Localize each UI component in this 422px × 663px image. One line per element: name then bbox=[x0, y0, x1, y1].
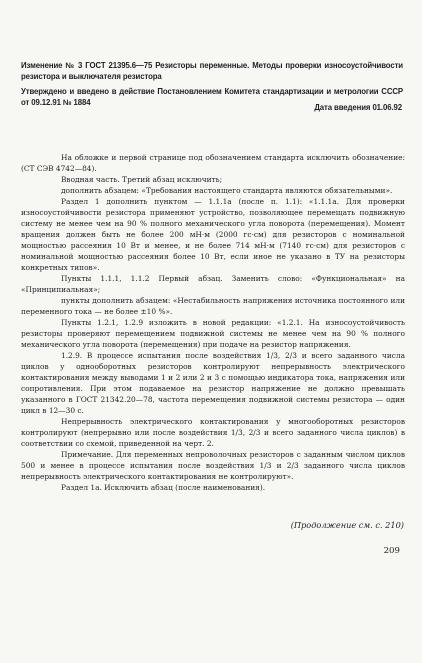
paragraph: 1.2.9. В процессе испытания после воздействия 1/3, 2/3 и всего заданного числа циклов у однооборотных резисторов контролируют непрерывность электрического контактирования между выводами 1 и 2 или 2 и 3 с помощью индикатора тока, напряжения или сопротивления. При этом подаваемое на резистор напряжение не должно превышать указанного в ГОСТ 21342.20—78, частота перемещения подвижной системы резистора — один цикл в 12—30 с. bbox=[21, 351, 405, 415]
paragraph: пункты дополнить абзацем: «Нестабильность напряжения источника постоянного или переменного тока — не более ±10 %». bbox=[21, 296, 405, 316]
approval-statement: Утверждено и введено в действие Постановлением Комитета стандартизации и метрологии СССР от 09.12.91 № 1884 bbox=[21, 87, 403, 107]
continuation-note: (Продолжение см. с. 210) bbox=[290, 520, 404, 530]
paragraph: дополнить абзацем: «Требования настоящего стандарта являются обязательными». bbox=[61, 186, 393, 195]
paragraph: Вводная часть. Третий абзац исключить; bbox=[61, 175, 223, 184]
amendment-title: Изменение № 3 ГОСТ 21395.6—75 Резисторы переменные. Методы проверки износоустойчивости резистора и выключателя резистора bbox=[21, 61, 403, 81]
document-body bbox=[21, 152, 405, 493]
paragraph: Пункты 1.2.1, 1.2.9 изложить в новой редакции: «1.2.1. На износоустойчивость резисторы проверяют перемещением подвижной системы не менее чем на 90 % полного механического угла поворота (перемещения) при подаче на резистор напряжения. bbox=[21, 318, 405, 349]
paragraph: Пункты 1.1.1, 1.1.2 Первый абзац. Заменить слово: «Функциональная» на «Принципиальная»; bbox=[21, 274, 405, 294]
paragraph: Раздел 1а. Исключить абзац (после наименования). bbox=[61, 483, 266, 492]
note-paragraph: Примечание. Для переменных непроволочных резисторов с заданным числом циклов 500 и менее в процессе испытания после воздействия 1/3 и 2/3 заданного числа циклов непрерывность электрического контактирования не контролируют». bbox=[21, 450, 405, 481]
effective-date: Дата введения 01.06.92 bbox=[314, 103, 402, 112]
paragraph: Непрерывность электрического контактирования у многооборотных резисторов контролируют (непрерывно или после воздействия 1/3, 2/3 и всего заданного числа циклов) в соответствии со схемой, приведенной на черт. 2. bbox=[21, 417, 405, 448]
paragraph: На обложке и первой странице под обозначением стандарта исключить обозначение: (СТ СЭВ 4742—84). bbox=[21, 153, 405, 173]
page-number: 209 bbox=[383, 546, 400, 556]
paragraph: Раздел 1 дополнить пунктом — 1.1.1а (после п. 1.1): «1.1.1а. Для проверки износоустойчивости резистора применяют устройство, позволяющее перемещать подвижную систему не менее чем на 90 % полного механического угла поворота (перемещения). Момент вращения должен быть не более 200 мН·м (2000 гс·см) для резисторов с номинальной мощностью рассеяния 10 Вт и менее, и не более 714 мН·м (7140 гс·см) для резисторов с номинальной мощностью рассеяния более 10 Вт, если иное не указано в ТУ на резисторы конкретных типов». bbox=[21, 197, 405, 272]
